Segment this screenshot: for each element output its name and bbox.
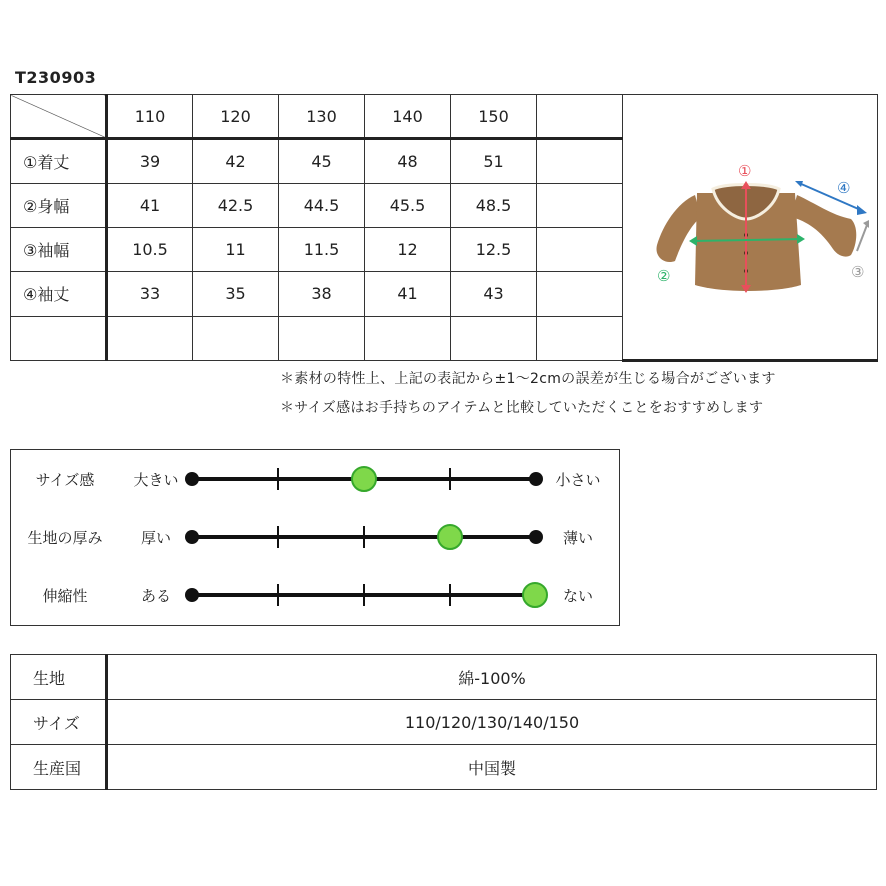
feel-left-label: 大きい [133,471,179,489]
track-tick [449,468,451,490]
size-value: 39 [107,139,193,183]
size-value [107,316,193,360]
track-tick [449,584,451,606]
size-value: 12 [365,227,451,271]
size-value [537,139,623,183]
material-key: 生産国 [11,745,107,790]
feel-row-size [11,459,619,499]
size-value: 41 [365,272,451,316]
track-tick [277,526,279,548]
size-header-row [11,95,878,139]
marker-4: ④ [837,179,851,197]
feel-track [191,535,537,539]
size-value: 12.5 [451,227,537,271]
material-value: 綿-100% [107,655,877,700]
size-value: 35 [193,272,279,316]
fit-scale-box [10,449,620,626]
size-value: 42.5 [193,183,279,227]
size-value: 45 [279,139,365,183]
garment-diagram [625,95,875,355]
size-value [537,316,623,360]
size-value [537,272,623,316]
feel-right-label: 小さい [555,471,601,489]
note-compare: ＊サイズ感はお手持ちのアイテムと比較していただくことをおすすめします [280,400,764,416]
garment-diagram-cell [623,95,878,361]
marker-1: ① [738,162,752,180]
size-value [193,316,279,360]
size-value [365,316,451,360]
feel-level-indicator [437,524,463,550]
track-end-dot [529,530,543,544]
track-start-dot [185,472,199,486]
measure-label: ④袖丈 [11,272,107,316]
note-tolerance: ＊素材の特性上、上記の表記から±1～2cmの誤差が生じる場合がございます [280,371,776,387]
size-value: 43 [451,272,537,316]
track-tick [277,584,279,606]
left-sleeve [656,195,701,262]
material-value: 中国製 [107,745,877,790]
material-key: サイズ [11,700,107,745]
track-tick [363,526,365,548]
track-tick [277,468,279,490]
size-value: 42 [193,139,279,183]
size-value: 44.5 [279,183,365,227]
track-start-dot [185,588,199,602]
material-row [11,700,877,745]
feel-row-thickness [11,517,619,557]
size-value: 38 [279,272,365,316]
material-key: 生地 [11,655,107,700]
size-header: 120 [193,95,279,139]
feel-left-label: 厚い [140,529,171,547]
size-value: 51 [451,139,537,183]
feel-track [191,477,537,481]
size-header: 130 [279,95,365,139]
marker-3: ③ [851,263,865,281]
feel-label: サイズ感 [35,471,95,489]
feel-label: 生地の厚み [27,529,103,547]
size-value [537,183,623,227]
corner-cell [11,95,107,139]
marker-2: ② [657,267,671,285]
size-value: 10.5 [107,227,193,271]
material-row [11,745,877,790]
size-value: 41 [107,183,193,227]
feel-right-label: 薄い [562,529,593,547]
feel-left-label: ある [140,587,171,605]
size-table [10,94,878,362]
measure-label [11,316,107,360]
size-header: 140 [365,95,451,139]
material-table [10,654,877,790]
size-value: 11.5 [279,227,365,271]
feel-track [191,593,537,597]
material-row [11,655,877,700]
size-header: 150 [451,95,537,139]
track-start-dot [185,530,199,544]
size-value: 45.5 [365,183,451,227]
feel-right-label: ない [562,587,593,605]
sleeve-width-arrow [857,225,867,251]
size-value [279,316,365,360]
size-header: 110 [107,95,193,139]
track-end-dot [529,472,543,486]
feel-label: 伸縮性 [42,587,88,605]
size-value [537,227,623,271]
size-value: 48 [365,139,451,183]
feel-row-stretch [11,575,619,615]
size-value: 11 [193,227,279,271]
measure-label: ③袖幅 [11,227,107,271]
size-header [537,95,623,139]
measure-label: ①着丈 [11,139,107,183]
size-value [451,316,537,360]
size-value: 48.5 [451,183,537,227]
product-code: T230903 [15,68,97,87]
size-value: 33 [107,272,193,316]
track-tick [363,584,365,606]
material-value: 110/120/130/140/150 [107,700,877,745]
feel-level-indicator [351,466,377,492]
measure-label: ②身幅 [11,183,107,227]
